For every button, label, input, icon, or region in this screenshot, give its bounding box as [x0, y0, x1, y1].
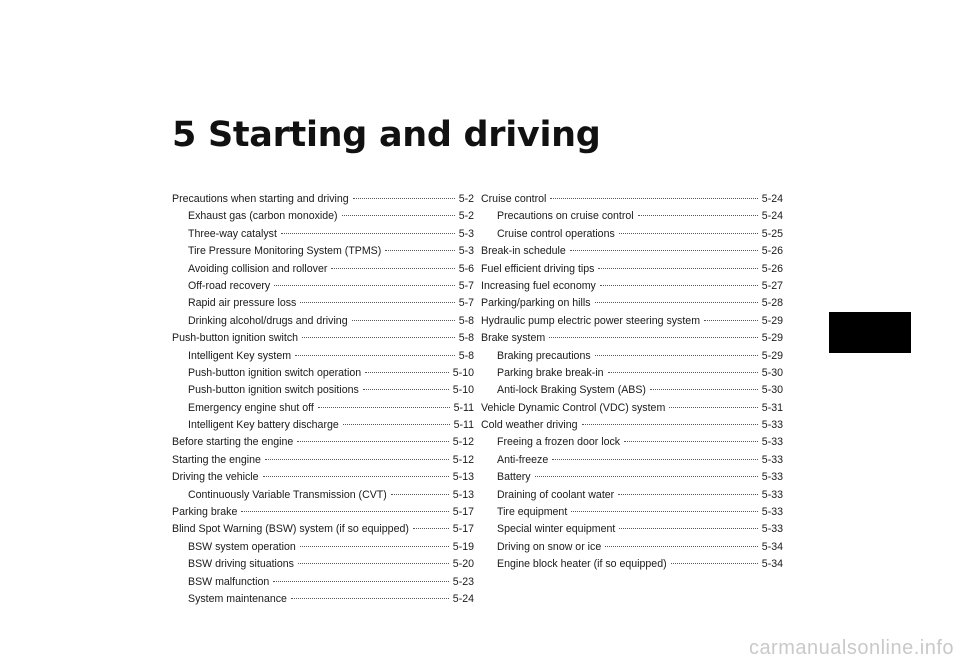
toc-subentry[interactable]	[481, 226, 783, 243]
toc-subentry[interactable]	[481, 539, 783, 556]
toc-entry-label: Hydraulic pump electric power steering system	[481, 314, 701, 327]
toc-entry[interactable]	[481, 243, 783, 260]
dot-leader	[265, 459, 449, 460]
toc-subentry[interactable]	[481, 521, 783, 538]
toc-entry-label: Tire equipment	[497, 506, 568, 519]
toc-subentry[interactable]	[172, 539, 474, 556]
toc-entry-page: 5-33	[761, 419, 783, 432]
dot-leader	[582, 424, 758, 425]
toc-subentry[interactable]	[481, 452, 783, 469]
dot-leader	[549, 337, 758, 338]
toc-entry-label: Break-in schedule	[481, 245, 566, 258]
toc-entry-label: Rapid air pressure loss	[188, 297, 297, 310]
dot-leader	[571, 511, 758, 512]
dot-leader	[391, 494, 449, 495]
toc-subentry[interactable]	[172, 574, 474, 591]
toc-entry-label: Tire Pressure Monitoring System (TPMS)	[188, 245, 382, 258]
toc-entry-page: 5-11	[453, 401, 474, 414]
toc-subentry[interactable]	[172, 556, 474, 573]
dot-leader	[363, 389, 449, 390]
toc-entry-label: Engine block heater (if so equipped)	[497, 558, 667, 571]
toc-entry-label: Push-button ignition switch operation	[188, 366, 362, 379]
toc-subentry[interactable]	[172, 278, 474, 295]
toc-entry-label: Driving the vehicle	[172, 471, 259, 484]
dot-leader	[331, 268, 454, 269]
toc-entry[interactable]	[172, 191, 474, 208]
toc-entry[interactable]	[481, 278, 783, 295]
toc-entry-page: 5-29	[761, 314, 783, 327]
toc-entry-label: Intelligent Key system	[188, 349, 292, 362]
toc-entry-page: 5-8	[458, 332, 474, 345]
dot-leader	[343, 424, 450, 425]
toc-entry-label: Battery	[497, 471, 531, 484]
toc-entry-page: 5-24	[761, 193, 783, 205]
dot-leader	[619, 233, 758, 234]
toc-entry-page: 5-33	[761, 453, 783, 466]
dot-leader	[704, 320, 758, 321]
dot-leader	[281, 233, 455, 234]
dot-leader	[342, 215, 455, 216]
toc-entry-label: Anti-lock Braking System (ABS)	[497, 384, 646, 397]
toc-subentry[interactable]	[481, 556, 783, 573]
toc-entry-page: 5-33	[761, 436, 783, 449]
toc-entry-page: 5-20	[452, 558, 474, 571]
toc-entry-page: 5-3	[458, 245, 474, 258]
toc-entry-page: 5-2	[458, 210, 474, 223]
toc-entry-label: Cold weather driving	[481, 419, 578, 432]
toc-entry-label: Avoiding collision and rollover	[188, 262, 328, 275]
toc-entry-page: 5-30	[761, 384, 783, 397]
toc-entry-label: Freeing a frozen door lock	[497, 436, 621, 449]
toc-entry-page: 5-3	[458, 227, 474, 240]
toc-entry-label: Precautions on cruise control	[497, 210, 634, 223]
toc-entry-page: 5-28	[761, 297, 783, 310]
toc-entry-page: 5-12	[452, 436, 474, 449]
toc-entry-label: Three-way catalyst	[188, 227, 277, 240]
toc-entry-label: BSW system operation	[188, 540, 296, 553]
chapter-title: 5 Starting and driving	[172, 115, 601, 156]
toc-entry-page: 5-29	[761, 332, 783, 345]
dot-leader	[570, 250, 758, 251]
dot-leader	[318, 407, 450, 408]
toc-entry[interactable]	[481, 400, 783, 417]
toc-subentry[interactable]	[481, 365, 783, 382]
toc-entry[interactable]	[172, 469, 474, 486]
toc-entry-label: Blind Spot Warning (BSW) system (if so equipped)	[172, 523, 409, 536]
toc-subentry[interactable]	[172, 382, 474, 399]
toc-entry-label: Parking brake break-in	[497, 366, 604, 379]
toc-entry-label: Anti-freeze	[497, 453, 549, 466]
toc-entry-page: 5-10	[452, 366, 474, 379]
dot-leader	[650, 389, 758, 390]
toc-entry-label: Emergency engine shut off	[188, 401, 314, 414]
toc-entry[interactable]	[172, 330, 474, 347]
toc-entry-page: 5-33	[761, 523, 783, 536]
dot-leader	[413, 528, 449, 529]
chapter-tab-marker	[829, 312, 911, 353]
toc-entry-label: Vehicle Dynamic Control (VDC) system	[481, 401, 666, 414]
toc-subentry[interactable]	[172, 591, 474, 608]
toc-entry-label: Fuel efficient driving tips	[481, 262, 595, 275]
toc-subentry[interactable]	[172, 400, 474, 417]
dot-leader	[273, 581, 449, 582]
toc-entry-page: 5-13	[452, 488, 474, 501]
toc-entry-page: 5-31	[761, 401, 783, 414]
toc-entry-label: Exhaust gas (carbon monoxide)	[188, 210, 338, 223]
toc-entry-label: Before starting the engine	[172, 436, 294, 449]
toc-entry-page: 5-27	[761, 279, 783, 292]
toc-entry-page: 5-30	[761, 366, 783, 379]
toc-entry-label: Starting the engine	[172, 453, 261, 466]
toc-subentry[interactable]	[172, 243, 474, 260]
toc-subentry[interactable]	[172, 208, 474, 225]
toc-entry[interactable]	[172, 452, 474, 469]
toc-entry[interactable]	[172, 504, 474, 521]
toc-entry-page: 5-8	[458, 349, 474, 362]
toc-entry-page: 5-26	[761, 262, 783, 275]
dot-leader	[624, 441, 758, 442]
toc-entry-page: 5-26	[761, 245, 783, 258]
dot-leader	[300, 546, 449, 547]
toc-entry[interactable]	[481, 191, 783, 208]
toc-entry[interactable]	[481, 295, 783, 312]
toc-entry-page: 5-29	[761, 349, 783, 362]
toc-entry-page: 5-33	[761, 488, 783, 501]
toc-entry-page: 5-6	[458, 262, 474, 275]
dot-leader	[295, 355, 455, 356]
toc-entry[interactable]	[481, 261, 783, 278]
toc-subentry[interactable]	[172, 295, 474, 312]
toc-column-left	[172, 191, 474, 608]
toc-subentry[interactable]	[481, 504, 783, 521]
toc-subentry[interactable]	[172, 313, 474, 330]
dot-leader	[535, 476, 758, 477]
toc-entry-label: BSW malfunction	[188, 575, 270, 588]
toc-entry-page: 5-23	[452, 575, 474, 588]
toc-entry-label: Braking precautions	[497, 349, 591, 362]
dot-leader	[595, 302, 758, 303]
dot-leader	[298, 563, 449, 564]
toc-entry-page: 5-33	[761, 471, 783, 484]
dot-leader	[352, 320, 455, 321]
toc-subentry[interactable]	[481, 348, 783, 365]
dot-leader	[608, 372, 758, 373]
toc-entry-label: Driving on snow or ice	[497, 540, 602, 553]
dot-leader	[669, 407, 758, 408]
toc-entry-page: 5-25	[761, 227, 783, 240]
dot-leader	[638, 215, 758, 216]
toc-entry-label: Drinking alcohol/drugs and driving	[188, 314, 348, 327]
toc-entry-label: Continuously Variable Transmission (CVT)	[188, 488, 387, 501]
toc-subentry[interactable]	[481, 434, 783, 451]
dot-leader	[353, 198, 455, 199]
toc-column-right	[481, 191, 783, 574]
toc-entry-page: 5-11	[453, 419, 474, 432]
toc-entry-page: 5-7	[458, 279, 474, 292]
toc-entry-label: System maintenance	[188, 592, 287, 605]
toc-subentry[interactable]	[481, 469, 783, 486]
toc-subentry[interactable]	[172, 487, 474, 504]
dot-leader	[274, 285, 454, 286]
dot-leader	[302, 337, 455, 338]
toc-entry[interactable]	[172, 434, 474, 451]
dot-leader	[297, 441, 448, 442]
dot-leader	[291, 598, 449, 599]
toc-entry-page: 5-12	[452, 453, 474, 466]
dot-leader	[300, 302, 454, 303]
toc-entry-label: Push-button ignition switch positions	[188, 384, 359, 397]
toc-entry-page: 5-24	[452, 592, 474, 605]
toc-entry-label: Intelligent Key battery discharge	[188, 419, 339, 432]
toc-entry-page: 5-19	[452, 540, 474, 553]
dot-leader	[263, 476, 449, 477]
toc-entry-label: Increasing fuel economy	[481, 279, 596, 292]
toc-entry-page: 5-17	[452, 523, 474, 536]
toc-entry-label: Parking/parking on hills	[481, 297, 591, 310]
dot-leader	[598, 268, 757, 269]
toc-subentry[interactable]	[172, 348, 474, 365]
toc-entry-label: Cruise control	[481, 193, 547, 205]
toc-subentry[interactable]	[172, 417, 474, 434]
toc-entry-page: 5-24	[761, 210, 783, 223]
toc-subentry[interactable]	[172, 261, 474, 278]
dot-leader	[600, 285, 758, 286]
toc-entry-label: Special winter equipment	[497, 523, 616, 536]
toc-subentry[interactable]	[481, 487, 783, 504]
toc-entry-label: BSW driving situations	[188, 558, 294, 571]
dot-leader	[241, 511, 448, 512]
dot-leader	[385, 250, 454, 251]
toc-entry[interactable]	[172, 521, 474, 538]
toc-subentry[interactable]	[481, 382, 783, 399]
dot-leader	[550, 198, 757, 199]
dot-leader	[552, 459, 758, 460]
toc-entry-page: 5-34	[761, 558, 783, 571]
toc-subentry[interactable]	[481, 208, 783, 225]
toc-entry-label: Cruise control operations	[497, 227, 615, 240]
toc-entry-page: 5-7	[458, 297, 474, 310]
toc-entry-page: 5-10	[452, 384, 474, 397]
toc-entry-page: 5-13	[452, 471, 474, 484]
watermark: carmanualsonline.info	[748, 637, 954, 659]
toc-entry[interactable]	[481, 417, 783, 434]
toc-entry-page: 5-8	[458, 314, 474, 327]
toc-entry-label: Push-button ignition switch	[172, 332, 299, 345]
toc-entry-label: Parking brake	[172, 506, 238, 519]
toc-entry-label: Brake system	[481, 332, 546, 345]
toc-entry-page: 5-33	[761, 506, 783, 519]
toc-entry-label: Precautions when starting and driving	[172, 193, 349, 205]
toc-subentry[interactable]	[172, 226, 474, 243]
toc-entry-label: Off-road recovery	[188, 279, 271, 292]
toc-entry-page: 5-34	[761, 540, 783, 553]
toc-entry-page: 5-17	[452, 506, 474, 519]
dot-leader	[365, 372, 449, 373]
toc-entry-label: Draining of coolant water	[497, 488, 615, 501]
toc-entry-page: 5-2	[458, 193, 474, 205]
dot-leader	[595, 355, 758, 356]
dot-leader	[619, 528, 757, 529]
toc-entry[interactable]	[481, 313, 783, 330]
dot-leader	[605, 546, 758, 547]
toc-subentry[interactable]	[172, 365, 474, 382]
dot-leader	[671, 563, 758, 564]
dot-leader	[618, 494, 758, 495]
toc-entry[interactable]	[481, 330, 783, 347]
